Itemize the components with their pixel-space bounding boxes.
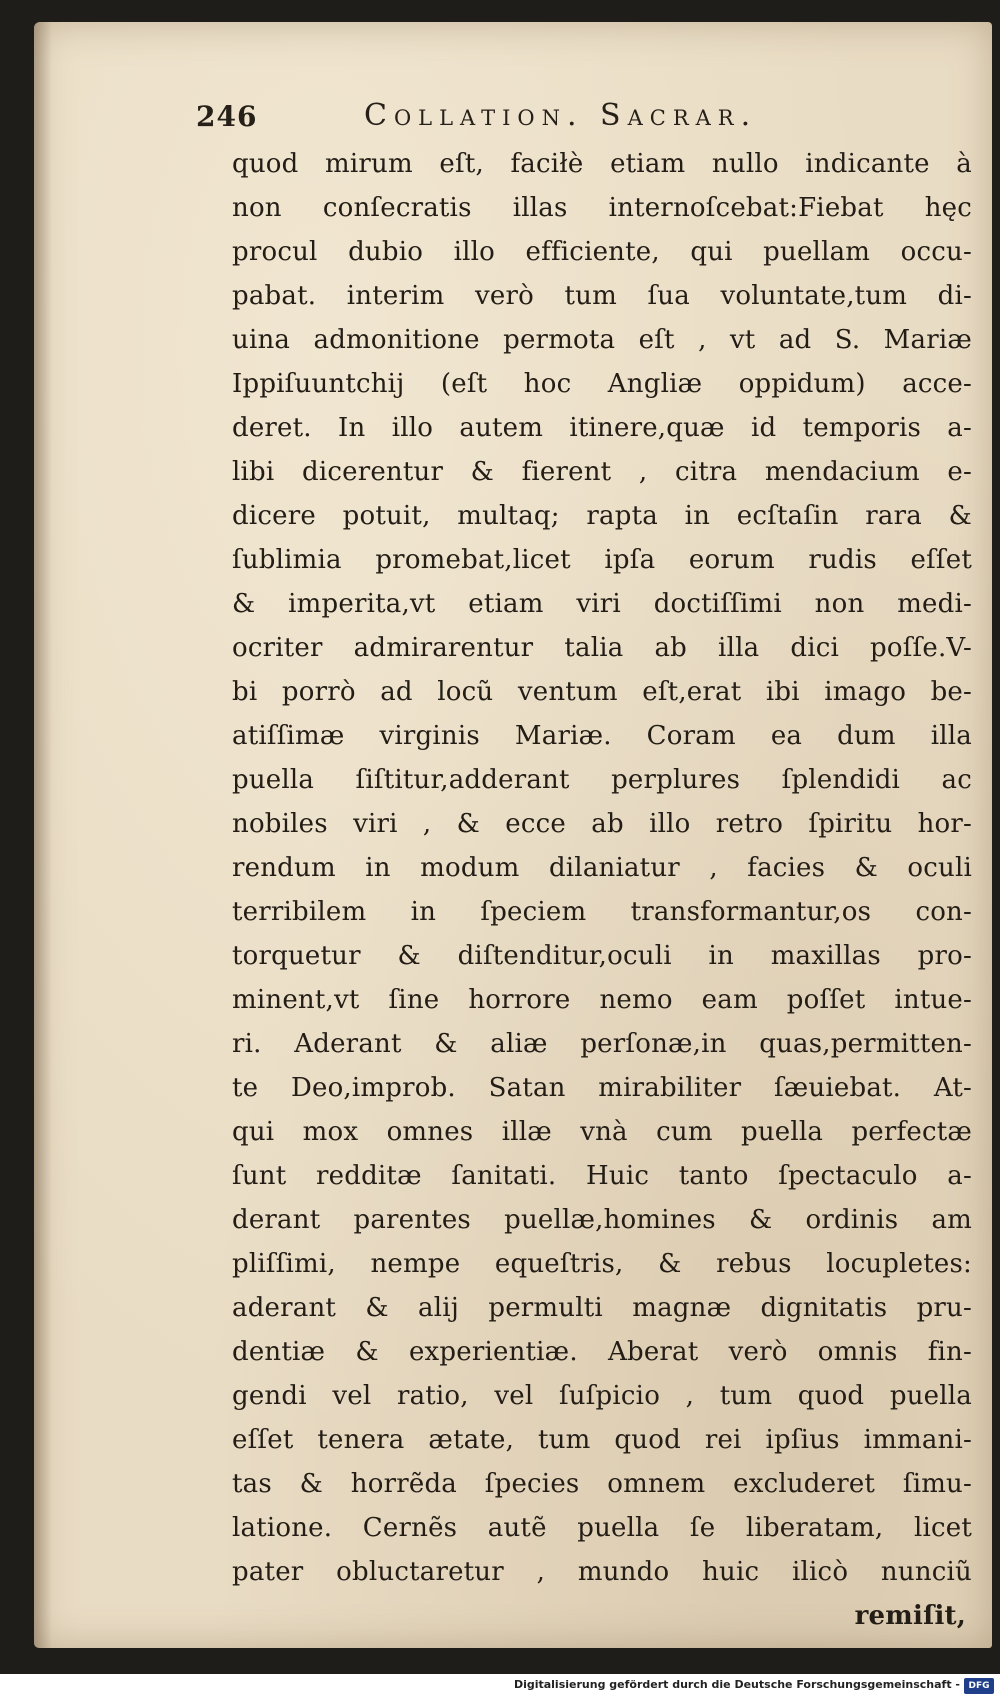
- footer-strip: [0, 1674, 1000, 1698]
- text-line: libi dicerentur & fierent , citra mendacium e-: [232, 457, 972, 487]
- text-line: gendi vel ratio, vel ſuſpicio , tum quod puella: [232, 1381, 972, 1411]
- catchword: remiſit,: [854, 1601, 966, 1631]
- text-line: non conſecratis illas internoſcebat:Fiebat hęc: [232, 193, 972, 223]
- page-edge-shadow: [34, 22, 52, 1648]
- text-line: te Deo,improb. Satan mirabiliter ſæuiebat. At-: [232, 1073, 972, 1103]
- text-line: pater obluctaretur , mundo huic ilicò nunciũ: [232, 1557, 972, 1587]
- text-line: ſublimia promebat,licet ipſa eorum rudis eſſet: [232, 545, 972, 575]
- text-line: dentiæ & experientiæ. Aberat verò omnis fin-: [232, 1337, 972, 1367]
- body-text: [232, 142, 972, 1638]
- text-line: terribilem in ſpeciem transformantur,os con-: [232, 897, 972, 927]
- text-line: eſſet tenera ætate, tum quod rei ipſius immani-: [232, 1425, 972, 1455]
- text-line: tas & horrẽda ſpecies omnem excluderet ſimu-: [232, 1469, 972, 1499]
- text-line: puella ſiſtitur,adderant perplures ſplendidi ac: [232, 765, 972, 795]
- text-line: nobiles viri , & ecce ab illo retro ſpiritu hor-: [232, 809, 972, 839]
- text-line: procul dubio illo efficiente, qui puellam occu-: [232, 237, 972, 267]
- text-line: qui mox omnes illæ vnà cum puella perfectæ: [232, 1117, 972, 1147]
- text-line: latione. Cernẽs autẽ puella ſe liberatam, licet: [232, 1513, 972, 1543]
- text-line: torquetur & diſtenditur,oculi in maxillas pro-: [232, 941, 972, 971]
- dfg-logo-icon: DFG: [964, 1678, 994, 1694]
- text-line: uina admonitione permota eſt , vt ad S. Mariæ: [232, 325, 972, 355]
- funding-credit: Digitalisierung gefördert durch die Deutsche Forschungsgemeinschaft -: [513, 1678, 960, 1691]
- text-line: deret. In illo autem itinere,quæ id temporis a-: [232, 413, 972, 443]
- text-line: aderant & alij permulti magnæ dignitatis pru-: [232, 1293, 972, 1323]
- text-line: pabat. interim verò tum ſua voluntate,tum di-: [232, 281, 972, 311]
- text-line: ocriter admirarentur talia ab illa dici poſſe.V-: [232, 633, 972, 663]
- text-line: ri. Aderant & aliæ perſonæ,in quas,permitten-: [232, 1029, 972, 1059]
- text-line: Ippiſuuntchij (eſt hoc Angliæ oppidum) acce-: [232, 369, 972, 399]
- text-line: minent,vt ſine horrore nemo eam poſſet intue-: [232, 985, 972, 1015]
- text-line: pliſſimi, nempe equeſtris, & rebus locupletes:: [232, 1249, 972, 1279]
- text-line: ſunt redditæ ſanitati. Huic tanto ſpectaculo a-: [232, 1161, 972, 1191]
- text-line: dicere potuit, multaq; rapta in ecſtaſin rara &: [232, 501, 972, 531]
- page-number: 246: [196, 100, 258, 133]
- text-line: bi porrò ad locũ ventum eſt,erat ibi imago be-: [232, 677, 972, 707]
- running-head: Collation. Sacrar.: [364, 98, 758, 133]
- page-header: [196, 98, 896, 142]
- text-line: quod mirum eſt, faciłè etiam nullo indicante à: [232, 149, 972, 179]
- text-line: atiſſimæ virginis Mariæ. Coram ea dum illa: [232, 721, 972, 751]
- text-line: & imperita,vt etiam viri doctiſſimi non medi-: [232, 589, 972, 619]
- text-line: rendum in modum dilaniatur , facies & oculi: [232, 853, 972, 883]
- text-line: derant parentes puellæ,homines & ordinis am: [232, 1205, 972, 1235]
